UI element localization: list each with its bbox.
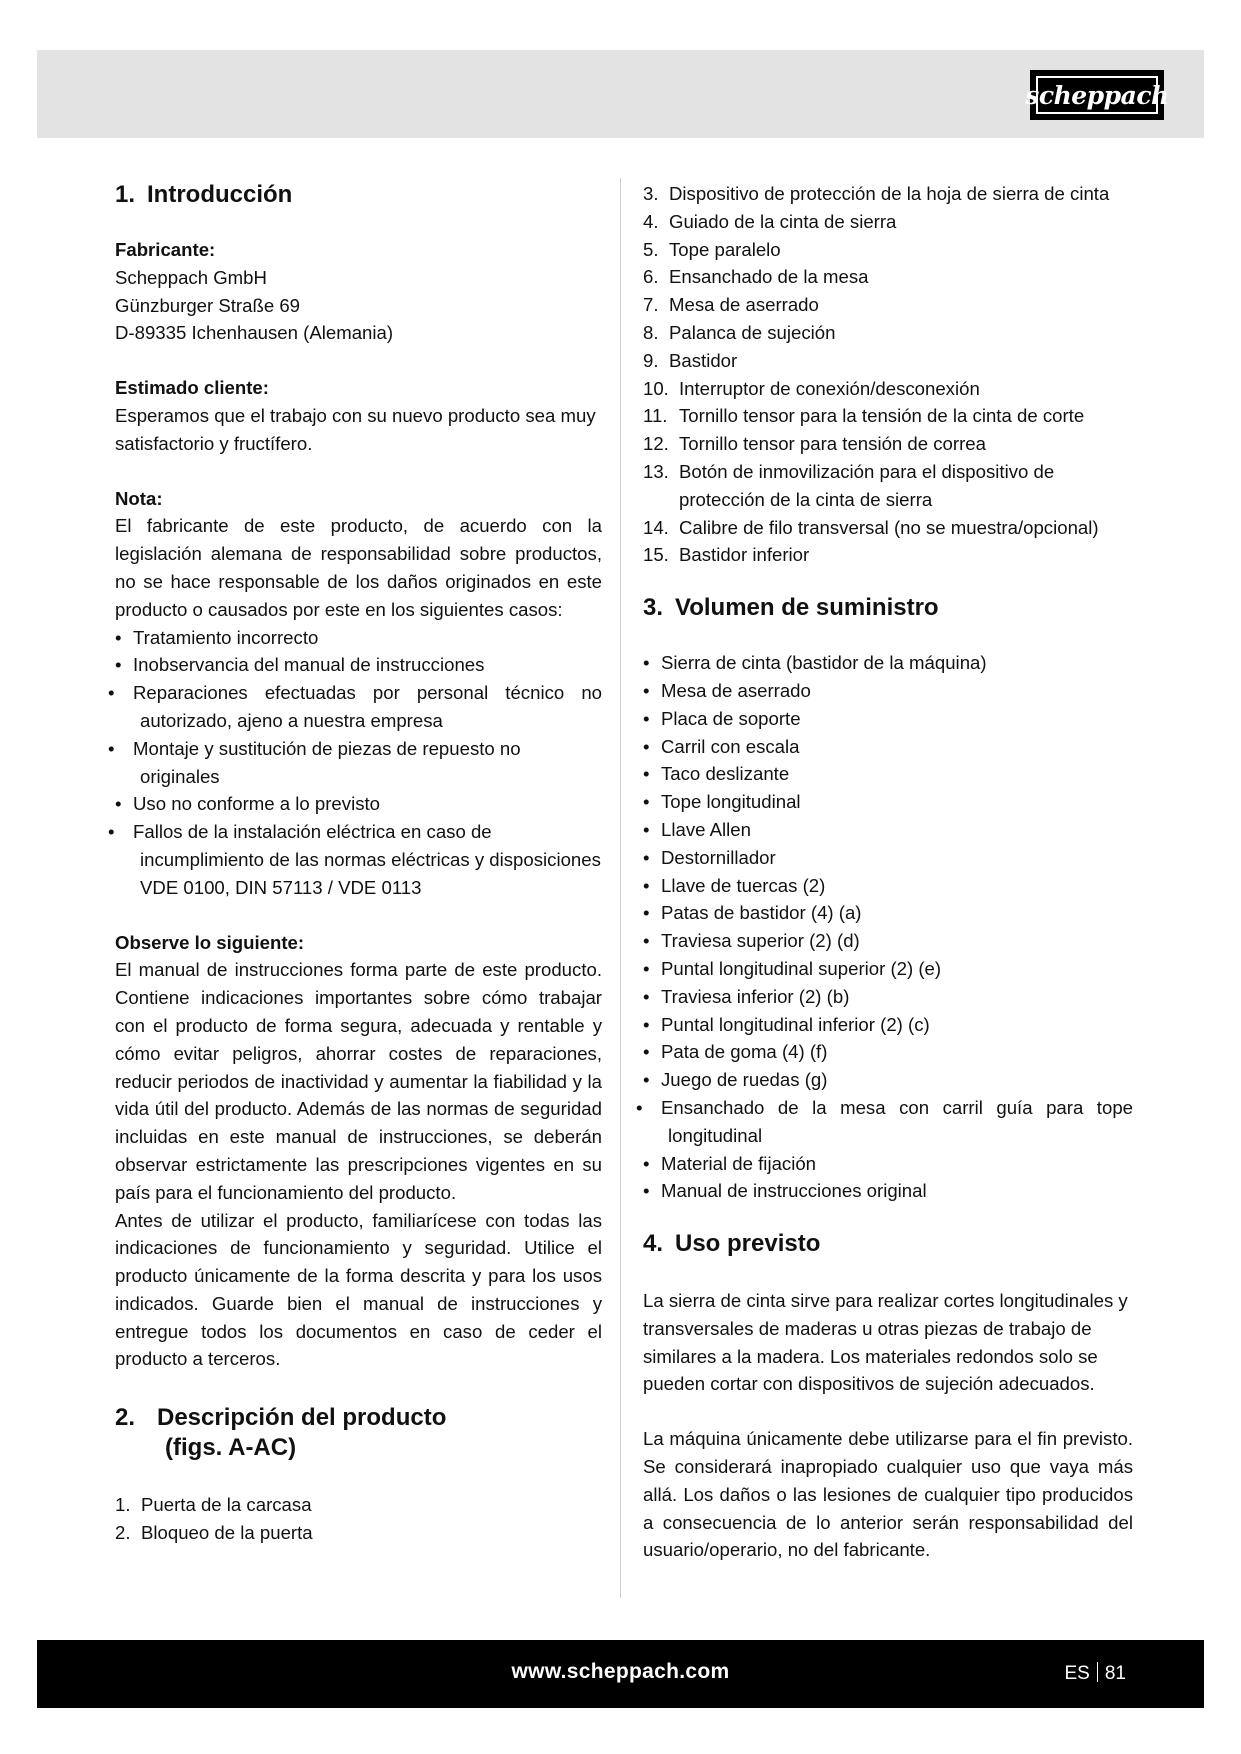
list-item: • Patas de bastidor (4) (a) — [643, 899, 1133, 927]
list-item: 8. Palanca de sujeción — [643, 321, 836, 343]
list-item: • Fallos de la instalación eléctrica en caso de incumplimiento de las normas eléctricas y disposiciones VDE 0100, DIN 57113 / VDE 0113 — [115, 818, 602, 901]
list-item: • Reparaciones efectuadas por personal técnico no autorizado, ajeno a nuestra empresa — [115, 679, 602, 735]
footer-bar — [37, 1640, 1204, 1708]
list-item: • Llave Allen — [643, 816, 1133, 844]
observe-label: Observe lo siguiente: — [115, 931, 305, 953]
section-heading-uso-previsto: 4. Uso previsto — [643, 1230, 821, 1258]
language-code: ES — [1064, 1663, 1090, 1684]
list-item: • Material de fijación — [643, 1150, 1133, 1178]
list-item: • Destornillador — [643, 844, 1133, 872]
manufacturer-street: Günzburger Straße 69 — [115, 294, 301, 316]
list-item: 12. Tornillo tensor para tensión de correa — [643, 433, 986, 455]
header-bar — [37, 50, 1204, 138]
list-item: • Pata de goma (4) (f) — [643, 1038, 1133, 1066]
intended-use-text-1: La sierra de cinta sirve para realizar cortes longitudinales y transversales de maderas u otras piezas de trabajo de similares a la madera. Los materiales redondos solo se pueden cortar con dispositivos de sujeción adecuados. — [643, 1290, 1128, 1395]
list-item: • Juego de ruedas (g) — [643, 1066, 1133, 1094]
list-item: 2. Bloqueo de la puerta — [115, 1522, 313, 1544]
list-item: • Taco deslizante — [643, 760, 1133, 788]
list-item: • Traviesa superior (2) (d) — [643, 927, 1133, 955]
supply-list — [643, 649, 1133, 1205]
section-heading-introduccion: 1. Introducción — [115, 181, 293, 208]
list-item: • Sierra de cinta (bastidor de la máquina) — [643, 649, 1133, 677]
list-item: 11. Tornillo tensor para la tensión de la cinta de corte — [643, 405, 1085, 427]
observe-text-1: El manual de instrucciones forma parte de este producto. Contiene indicaciones importantes sobre cómo trabajar con el producto de forma segura, adecuada y rentable y cómo evitar peligros, ahorrar costes de reparaciones, reducir periodos de inactividad y aumentar la fiabilidad y la vida útil del producto. Además de las normas de seguridad incluidas en este manual de instrucciones, se deberán observar estrictamente las prescripciones vigentes en su país para el funcionamiento del producto. — [115, 959, 602, 1203]
note-text: El fabricante de este producto, de acuerdo con la legislación alemana de responsabilidad sobre productos, no se hace responsable de los daños originados en este producto o causados por este en los siguientes casos: — [115, 515, 602, 620]
list-item: 14. Calibre de filo transversal (no se muestra/opcional) — [643, 516, 1099, 538]
page-separator — [1097, 1662, 1098, 1682]
list-item: • Puntal longitudinal superior (2) (e) — [643, 955, 1133, 983]
page-indicator — [1065, 1662, 1127, 1685]
section-heading-descripcion: 2. Descripción del producto (figs. A-AC) — [115, 1404, 447, 1462]
page-number: 81 — [1104, 1663, 1126, 1684]
intended-use-text-2: La máquina únicamente debe utilizarse para el fin previsto. Se considerará inapropiado cualquier uso que vaya más allá. Los daños o las lesiones de cualquier tipo producidos a consecuencia de lo anterior serán responsabilidad del usuario/operario, no del fabricante. — [643, 1428, 1133, 1561]
list-item: • Traviesa inferior (2) (b) — [643, 983, 1133, 1011]
list-item: 3. Dispositivo de protección de la hoja de sierra de cinta — [643, 183, 1110, 204]
product-parts-list-continued — [643, 180, 1133, 569]
list-item: 6. Ensanchado de la mesa — [643, 266, 869, 288]
list-item: • Manual de instrucciones original — [643, 1177, 1133, 1205]
list-item: 13. Botón de inmovilización para el dispositivo de protección de la cinta de sierra — [643, 460, 1055, 510]
observe-text-2: Antes de utilizar el producto, familiarícese con todas las indicaciones de funcionamiento y seguridad. Utilice el producto únicamente de la forma descrita y para los usos indicados. Guarde bien el manual de instrucciones y entregue todos los documentos en caso de ceder el producto a terceros. — [115, 1209, 602, 1370]
list-item: 7. Mesa de aserrado — [643, 294, 819, 316]
note-label: Nota: — [115, 487, 163, 509]
note-bullet-list — [115, 624, 602, 902]
section-heading-volumen-de-suministro: 3. Volumen de suministro — [643, 594, 939, 622]
dear-customer-label: Estimado cliente: — [115, 377, 269, 399]
list-item: • Carril con escala — [643, 733, 1133, 761]
list-item: 9. Bastidor — [643, 349, 738, 371]
dear-customer-text: Esperamos que el trabajo con su nuevo producto sea muy satisfactorio y fructífero. — [115, 404, 596, 454]
logo-text: scheppach — [1036, 76, 1158, 114]
manufacturer-name: Scheppach GmbH — [115, 266, 267, 288]
manufacturer-city: D-89335 Ichenhausen (Alemania) — [115, 322, 394, 344]
list-item: • Puntal longitudinal inferior (2) (c) — [643, 1011, 1133, 1039]
column-divider — [620, 178, 621, 1598]
list-item: 1. Puerta de la carcasa — [115, 1494, 312, 1516]
right-column — [643, 180, 1133, 1564]
list-item: • Ensanchado de la mesa con carril guía para tope longitudinal — [643, 1094, 1133, 1150]
list-item: • Uso no conforme a lo previsto — [115, 790, 602, 818]
list-item: 4. Guiado de la cinta de sierra — [643, 210, 897, 232]
list-item: • Tope longitudinal — [643, 788, 1133, 816]
list-item: 15. Bastidor inferior — [643, 544, 810, 566]
list-item: • Placa de soporte — [643, 705, 1133, 733]
list-item: • Llave de tuercas (2) — [643, 872, 1133, 900]
list-item: 10. Interruptor de conexión/desconexión — [643, 377, 980, 399]
product-parts-list — [115, 1491, 602, 1547]
website-link[interactable]: www.scheppach.com — [511, 1660, 730, 1683]
list-item: • Mesa de aserrado — [643, 677, 1133, 705]
list-item: • Montaje y sustitución de piezas de repuesto no originales — [115, 735, 602, 791]
manufacturer-label: Fabricante: — [115, 239, 216, 260]
list-item: • Tratamiento incorrecto — [115, 624, 602, 652]
list-item: 5. Tope paralelo — [643, 238, 781, 260]
left-column — [115, 180, 602, 1547]
list-item: • Inobservancia del manual de instrucciones — [115, 651, 602, 679]
scheppach-logo — [1025, 70, 1169, 120]
